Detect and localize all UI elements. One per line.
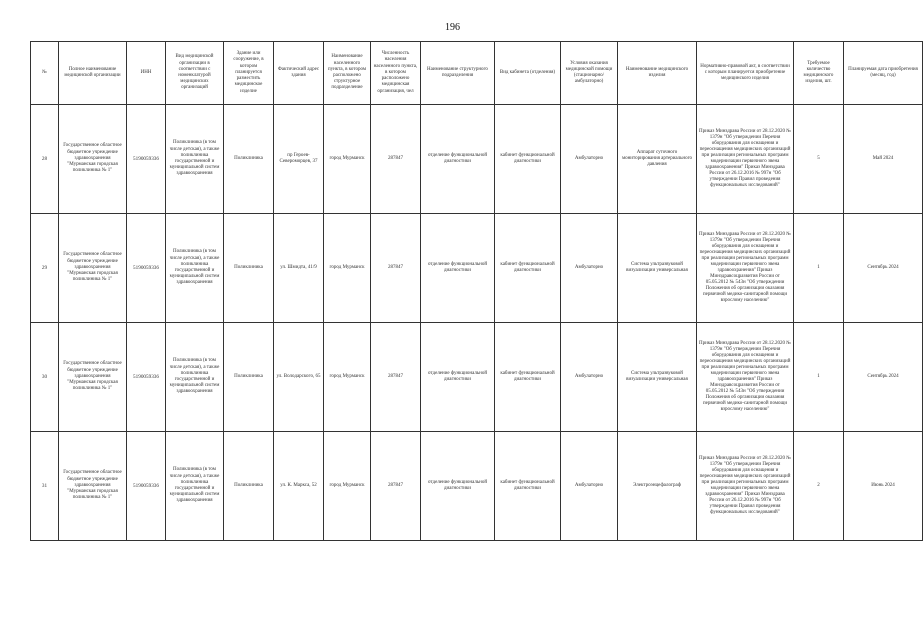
cell-conditions: Амбулаторно [561, 432, 618, 541]
cell-basis: Приказ Минздрава России от 28.12.2020 № 1379н "Об утверждении Перечня оборудования для оснащения и переоснащения медицинских организаций при реализации региональных программ модернизации первичного звена здравоохранения" Приказ Минздрава России от 26.12.2016 № 997н "Об утверждении Правил проведения функциональных исследований" [697, 105, 794, 214]
cell-address: ул. Володарского, 65 [274, 323, 324, 432]
header-cell-inn: ИНН [127, 42, 166, 105]
header-cell-unit: Наименование структурного подразделения [421, 42, 495, 105]
header-cell-basis: Нормативно-правовой акт, в соответствии с которым планируется приобретение медицинского изделия [697, 42, 794, 105]
cell-kind: Поликлиника (в том числе детская), а также поликлиника государственной и муниципальной систем здравоохранения [166, 214, 224, 323]
cell-locality: город Мурманск [324, 323, 371, 432]
cell-building: Поликлиника [224, 214, 274, 323]
cell-date: Сентябрь 2024 [844, 214, 923, 323]
cell-device: Электроэнцефалограф [618, 432, 697, 541]
table-row [31, 214, 923, 323]
cell-cabinet: кабинет функциональной диагностики [495, 323, 561, 432]
cell-address: ул. Шмидта, 41/9 [274, 214, 324, 323]
cell-kind: Поликлиника (в том числе детская), а также поликлиника государственной и муниципальной систем здравоохранения [166, 323, 224, 432]
cell-building: Поликлиника [224, 432, 274, 541]
table-row [31, 432, 923, 541]
cell-device: Система ультразвуковой визуализации универсальная [618, 214, 697, 323]
cell-locality: город Мурманск [324, 214, 371, 323]
cell-inn: 5190059336 [127, 214, 166, 323]
table-row [31, 323, 923, 432]
header-cell-kind: Вид медицинской организации в соответствии с номенклатурой медицинских организаций [166, 42, 224, 105]
header-cell-address: Фактический адрес здания [274, 42, 324, 105]
cell-unit: отделение функциональной диагностики [421, 323, 495, 432]
cell-device: Система ультразвуковой визуализации универсальная [618, 323, 697, 432]
header-cell-conditions: Условия оказания медицинской помощи (стационарно/амбулаторно) [561, 42, 618, 105]
cell-conditions: Амбулаторно [561, 323, 618, 432]
header-cell-cabinet: Вид кабинета (отделения) [495, 42, 561, 105]
cell-basis: Приказ Минздрава России от 28.12.2020 № 1379н "Об утверждении Перечня оборудования для оснащения и переоснащения медицинских организаций при реализации региональных программ модернизации первичного звена здравоохранения" Приказ Минздрава России от 26.12.2016 № 997н "Об утверждении Правил проведения функциональных исследований" [697, 432, 794, 541]
cell-address: пр Героев-Североморцев, 37 [274, 105, 324, 214]
cell-num: 29 [31, 214, 59, 323]
cell-conditions: Амбулаторно [561, 214, 618, 323]
cell-inn: 5190059336 [127, 105, 166, 214]
header-cell-num: № [31, 42, 59, 105]
cell-quantity: 2 [794, 432, 844, 541]
equipment-table [30, 41, 923, 541]
header-cell-population: Численность населения населенного пункта, в котором расположено медицинская организация, чел [371, 42, 421, 105]
cell-num: 28 [31, 105, 59, 214]
cell-device: Аппарат суточного мониторирования артериального давления [618, 105, 697, 214]
cell-unit: отделение функциональной диагностики [421, 105, 495, 214]
page-number: 196 [445, 22, 460, 33]
cell-inn: 5190059336 [127, 432, 166, 541]
cell-locality: город Мурманск [324, 432, 371, 541]
cell-num: 31 [31, 432, 59, 541]
cell-population: 287847 [371, 323, 421, 432]
header-cell-device: Наименование медицинского изделия [618, 42, 697, 105]
cell-inn: 5190059336 [127, 323, 166, 432]
cell-date: Сентябрь 2024 [844, 323, 923, 432]
cell-address: ул. К. Маркса, 52 [274, 432, 324, 541]
table-row [31, 105, 923, 214]
header-cell-locality: Наименование населенного пункта, в котором расположено структурное подразделение [324, 42, 371, 105]
header-cell-org: Полное наименование медицинской организации [59, 42, 127, 105]
header-cell-building: Здание или сооружение, в котором планируется разместить медицинское изделие [224, 42, 274, 105]
cell-population: 287847 [371, 432, 421, 541]
header-cell-date: Планируемая дата приобретения (месяц, год) [844, 42, 923, 105]
cell-org: Государственное областное бюджетное учреждение здравоохранения "Мурманская городская поликлиника № 1" [59, 432, 127, 541]
cell-org: Государственное областное бюджетное учреждение здравоохранения "Мурманская городская поликлиника № 1" [59, 105, 127, 214]
cell-building: Поликлиника [224, 323, 274, 432]
cell-conditions: Амбулаторно [561, 105, 618, 214]
cell-quantity: 1 [794, 214, 844, 323]
cell-building: Поликлиника [224, 105, 274, 214]
cell-locality: город Мурманск [324, 105, 371, 214]
cell-unit: отделение функциональной диагностики [421, 214, 495, 323]
cell-cabinet: кабинет функциональной диагностики [495, 105, 561, 214]
cell-org: Государственное областное бюджетное учреждение здравоохранения "Мурманская городская поликлиника № 1" [59, 323, 127, 432]
cell-basis: Приказ Минздрава России от 28.12.2020 № 1379н "Об утверждении Перечня оборудования для оснащения и переоснащения медицинских организаций при реализации региональных программ модернизации первичного звена здравоохранения" Приказ Минздравсоцразвития России от 05.05.2012 № 543н "Об утверждении Положения об организации оказания первичной медико-санитарной помощи взрослому населению" [697, 214, 794, 323]
cell-org: Государственное областное бюджетное учреждение здравоохранения "Мурманская городская поликлиника № 1" [59, 214, 127, 323]
cell-kind: Поликлиника (в том числе детская), а также поликлиника государственной и муниципальной систем здравоохранения [166, 432, 224, 541]
cell-unit: отделение функциональной диагностики [421, 432, 495, 541]
cell-cabinet: кабинет функциональной диагностики [495, 432, 561, 541]
cell-date: Июнь 2024 [844, 432, 923, 541]
cell-quantity: 5 [794, 105, 844, 214]
cell-cabinet: кабинет функциональной диагностики [495, 214, 561, 323]
cell-quantity: 1 [794, 323, 844, 432]
table-header-row [31, 42, 923, 105]
cell-population: 287847 [371, 214, 421, 323]
cell-population: 287847 [371, 105, 421, 214]
cell-kind: Поликлиника (в том числе детская), а также поликлиника государственной и муниципальной систем здравоохранения [166, 105, 224, 214]
header-cell-quantity: Требуемое количество медицинского изделия, шт. [794, 42, 844, 105]
cell-basis: Приказ Минздрава России от 28.12.2020 № 1379н "Об утверждении Перечня оборудования для оснащения и переоснащения медицинских организаций при реализации региональных программ модернизации первичного звена здравоохранения" Приказ Минздравсоцразвития России от 05.05.2012 № 543н "Об утверждении Положения об организации оказания первичной медико-санитарной помощи взрослому населению" [697, 323, 794, 432]
cell-num: 30 [31, 323, 59, 432]
cell-date: Май 2024 [844, 105, 923, 214]
